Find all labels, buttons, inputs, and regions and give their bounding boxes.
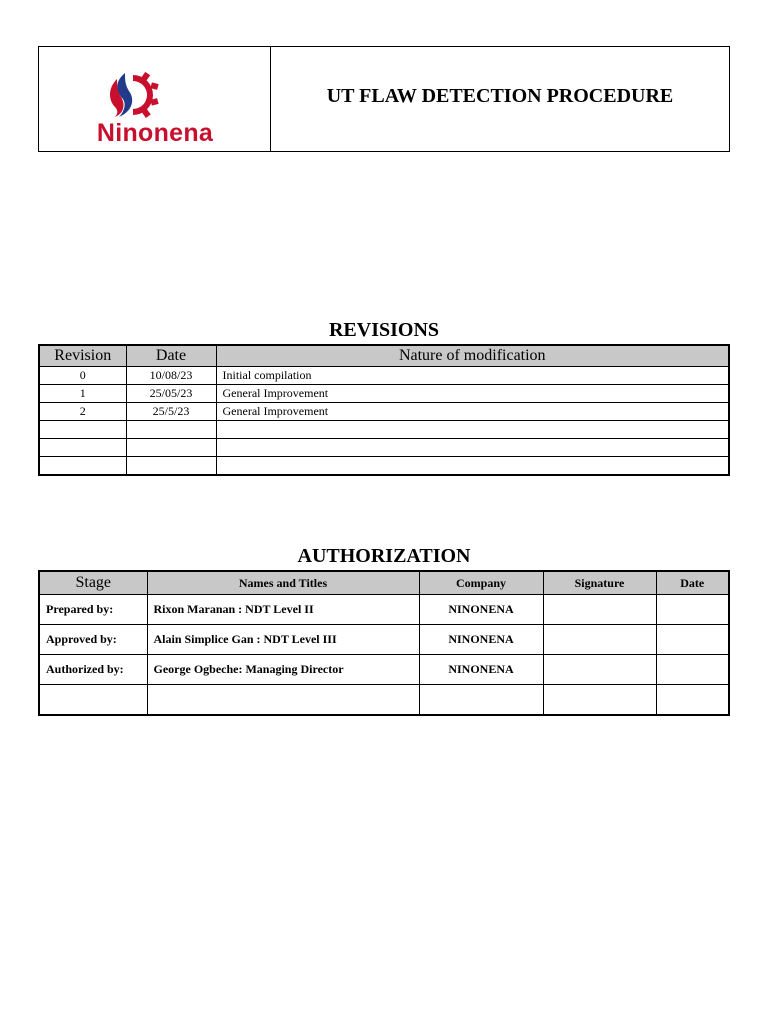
revision-number (39, 421, 126, 439)
signature-cell (543, 655, 656, 685)
document-header (38, 46, 730, 152)
logo-wordmark: Ninonena (96, 119, 214, 147)
ninonena-logo-icon (103, 69, 159, 121)
col-header-company: Company (419, 571, 543, 595)
stage-label: Prepared by: (39, 595, 147, 625)
revision-date: 10/08/23 (126, 367, 216, 385)
stage-label: Authorized by: (39, 655, 147, 685)
company: NINONENA (419, 625, 543, 655)
table-row (39, 367, 729, 385)
revision-nature (216, 421, 729, 439)
revision-nature (216, 457, 729, 476)
col-header-revision: Revision (39, 345, 126, 367)
col-header-date: Date (656, 571, 729, 595)
revision-number: 1 (39, 385, 126, 403)
col-header-stage: Stage (39, 571, 147, 595)
table-row (39, 685, 729, 716)
date-cell (656, 655, 729, 685)
table-row (39, 421, 729, 439)
document-title: UT FLAW DETECTION PROCEDURE (326, 84, 674, 107)
table-row (39, 655, 729, 685)
col-header-nature: Nature of modification (216, 345, 729, 367)
signature-cell (543, 685, 656, 716)
name-title: Alain Simplice Gan : NDT Level III (147, 625, 419, 655)
table-row (39, 457, 729, 476)
authorization-header-row (39, 571, 729, 595)
revision-number: 0 (39, 367, 126, 385)
name-title: Rixon Maranan : NDT Level II (147, 595, 419, 625)
company: NINONENA (419, 655, 543, 685)
col-header-date: Date (126, 345, 216, 367)
stage-label: Approved by: (39, 625, 147, 655)
revision-nature: Initial compilation (216, 367, 729, 385)
date-cell (656, 595, 729, 625)
title-cell (271, 47, 729, 151)
revision-date (126, 421, 216, 439)
revision-number: 2 (39, 403, 126, 421)
table-row (39, 625, 729, 655)
name-title: George Ogbeche: Managing Director (147, 655, 419, 685)
authorization-title: AUTHORIZATION (297, 545, 471, 567)
revisions-header-row (39, 345, 729, 367)
table-row (39, 403, 729, 421)
table-row (39, 385, 729, 403)
table-row (39, 439, 729, 457)
revision-number (39, 439, 126, 457)
revision-date: 25/5/23 (126, 403, 216, 421)
revision-date (126, 439, 216, 457)
authorization-table (38, 570, 730, 716)
revision-nature (216, 439, 729, 457)
col-header-signature: Signature (543, 571, 656, 595)
gear-icon (133, 72, 159, 118)
signature-cell (543, 625, 656, 655)
revision-nature: General Improvement (216, 403, 729, 421)
revision-nature: General Improvement (216, 385, 729, 403)
stage-label (39, 685, 147, 716)
logo-cell (39, 47, 271, 151)
revision-number (39, 457, 126, 476)
revision-date: 25/05/23 (126, 385, 216, 403)
table-row (39, 595, 729, 625)
col-header-names: Names and Titles (147, 571, 419, 595)
name-title (147, 685, 419, 716)
company: NINONENA (419, 595, 543, 625)
date-cell (656, 625, 729, 655)
revision-date (126, 457, 216, 476)
revisions-table (38, 344, 730, 476)
company (419, 685, 543, 716)
date-cell (656, 685, 729, 716)
revisions-title: REVISIONS (328, 319, 440, 341)
signature-cell (543, 595, 656, 625)
